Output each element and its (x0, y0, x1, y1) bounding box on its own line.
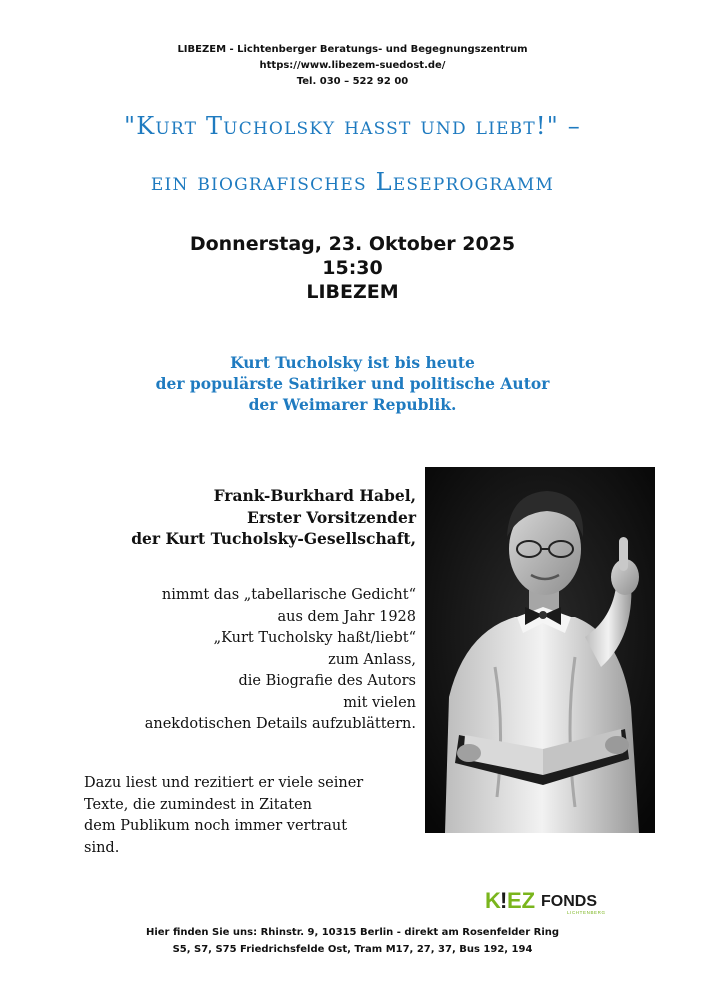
speaker-line: der Kurt Tucholsky-Gesellschaft, (131, 529, 416, 548)
description-line: aus dem Jahr 1928 (277, 608, 416, 625)
intro-line: Kurt Tucholsky ist bis heute (230, 353, 475, 372)
extra-line: dem Publikum noch immer vertraut (84, 818, 348, 834)
footer (0, 924, 705, 958)
title-line-2: ein biografisches Leseprogramm (150, 168, 555, 196)
footer-address: Hier finden Sie uns: Rhinstr. 9, 10315 Berlin - direkt am Rosenfelder Ring (145, 927, 560, 938)
logo-k: K (485, 888, 501, 913)
kiezfonds-logo (485, 888, 625, 916)
event-info (0, 232, 705, 304)
speaker-photo (425, 467, 655, 833)
header-org: LIBEZEM - Lichtenberger Beratungs- und Begegnungszentrum (177, 44, 528, 55)
logo-exclamation: ! (500, 888, 508, 913)
extra-line: sind. (84, 839, 120, 856)
header-phone: Tel. 030 – 522 92 00 (296, 76, 409, 87)
event-venue: LIBEZEM (306, 281, 399, 303)
header (0, 42, 705, 90)
footer-transit: S5, S7, S75 Friedrichsfelde Ost, Tram M17, 27, 37, Bus 192, 194 (172, 944, 533, 955)
extra-line: Texte, die zumindest in Zitaten (84, 796, 312, 813)
intro-line: der Weimarer Republik. (248, 395, 457, 414)
title-line-1: "Kurt Tucholsky hasst und liebt!" – (124, 112, 581, 140)
description-line: „Kurt Tucholsky haßt/liebt“ (213, 630, 416, 646)
event-time: 15:30 (322, 257, 383, 279)
event-date: Donnerstag, 23. Oktober 2025 (189, 233, 516, 255)
description-line: die Biografie des Autors (238, 673, 416, 689)
description-line: mit vielen (343, 694, 416, 711)
description-line: zum Anlass, (328, 651, 416, 668)
intro-text (0, 352, 705, 415)
logo-fonds: FONDS (541, 893, 597, 910)
logo-ez: EZ (507, 888, 536, 913)
intro-line: der populärste Satiriker und politische Autor (155, 374, 550, 393)
description-block (30, 585, 416, 736)
speaker-block (30, 485, 416, 550)
description-line: nimmt das „tabellarische Gedicht“ (161, 587, 416, 603)
header-url[interactable]: https://www.libezem-suedost.de/ (259, 60, 446, 71)
description-line: anekdotischen Details aufzublättern. (144, 716, 416, 732)
extra-line: Dazu liest und rezitiert er viele seiner (84, 775, 364, 791)
kiezfonds-logo-mark (485, 888, 625, 916)
speaker-line: Frank-Burkhard Habel, (213, 486, 416, 505)
extra-block (84, 773, 404, 859)
logo-sub: LICHTENBERG (567, 910, 606, 915)
speaker-photo-illustration (425, 467, 655, 833)
speaker-line: Erster Vorsitzender (247, 507, 416, 527)
